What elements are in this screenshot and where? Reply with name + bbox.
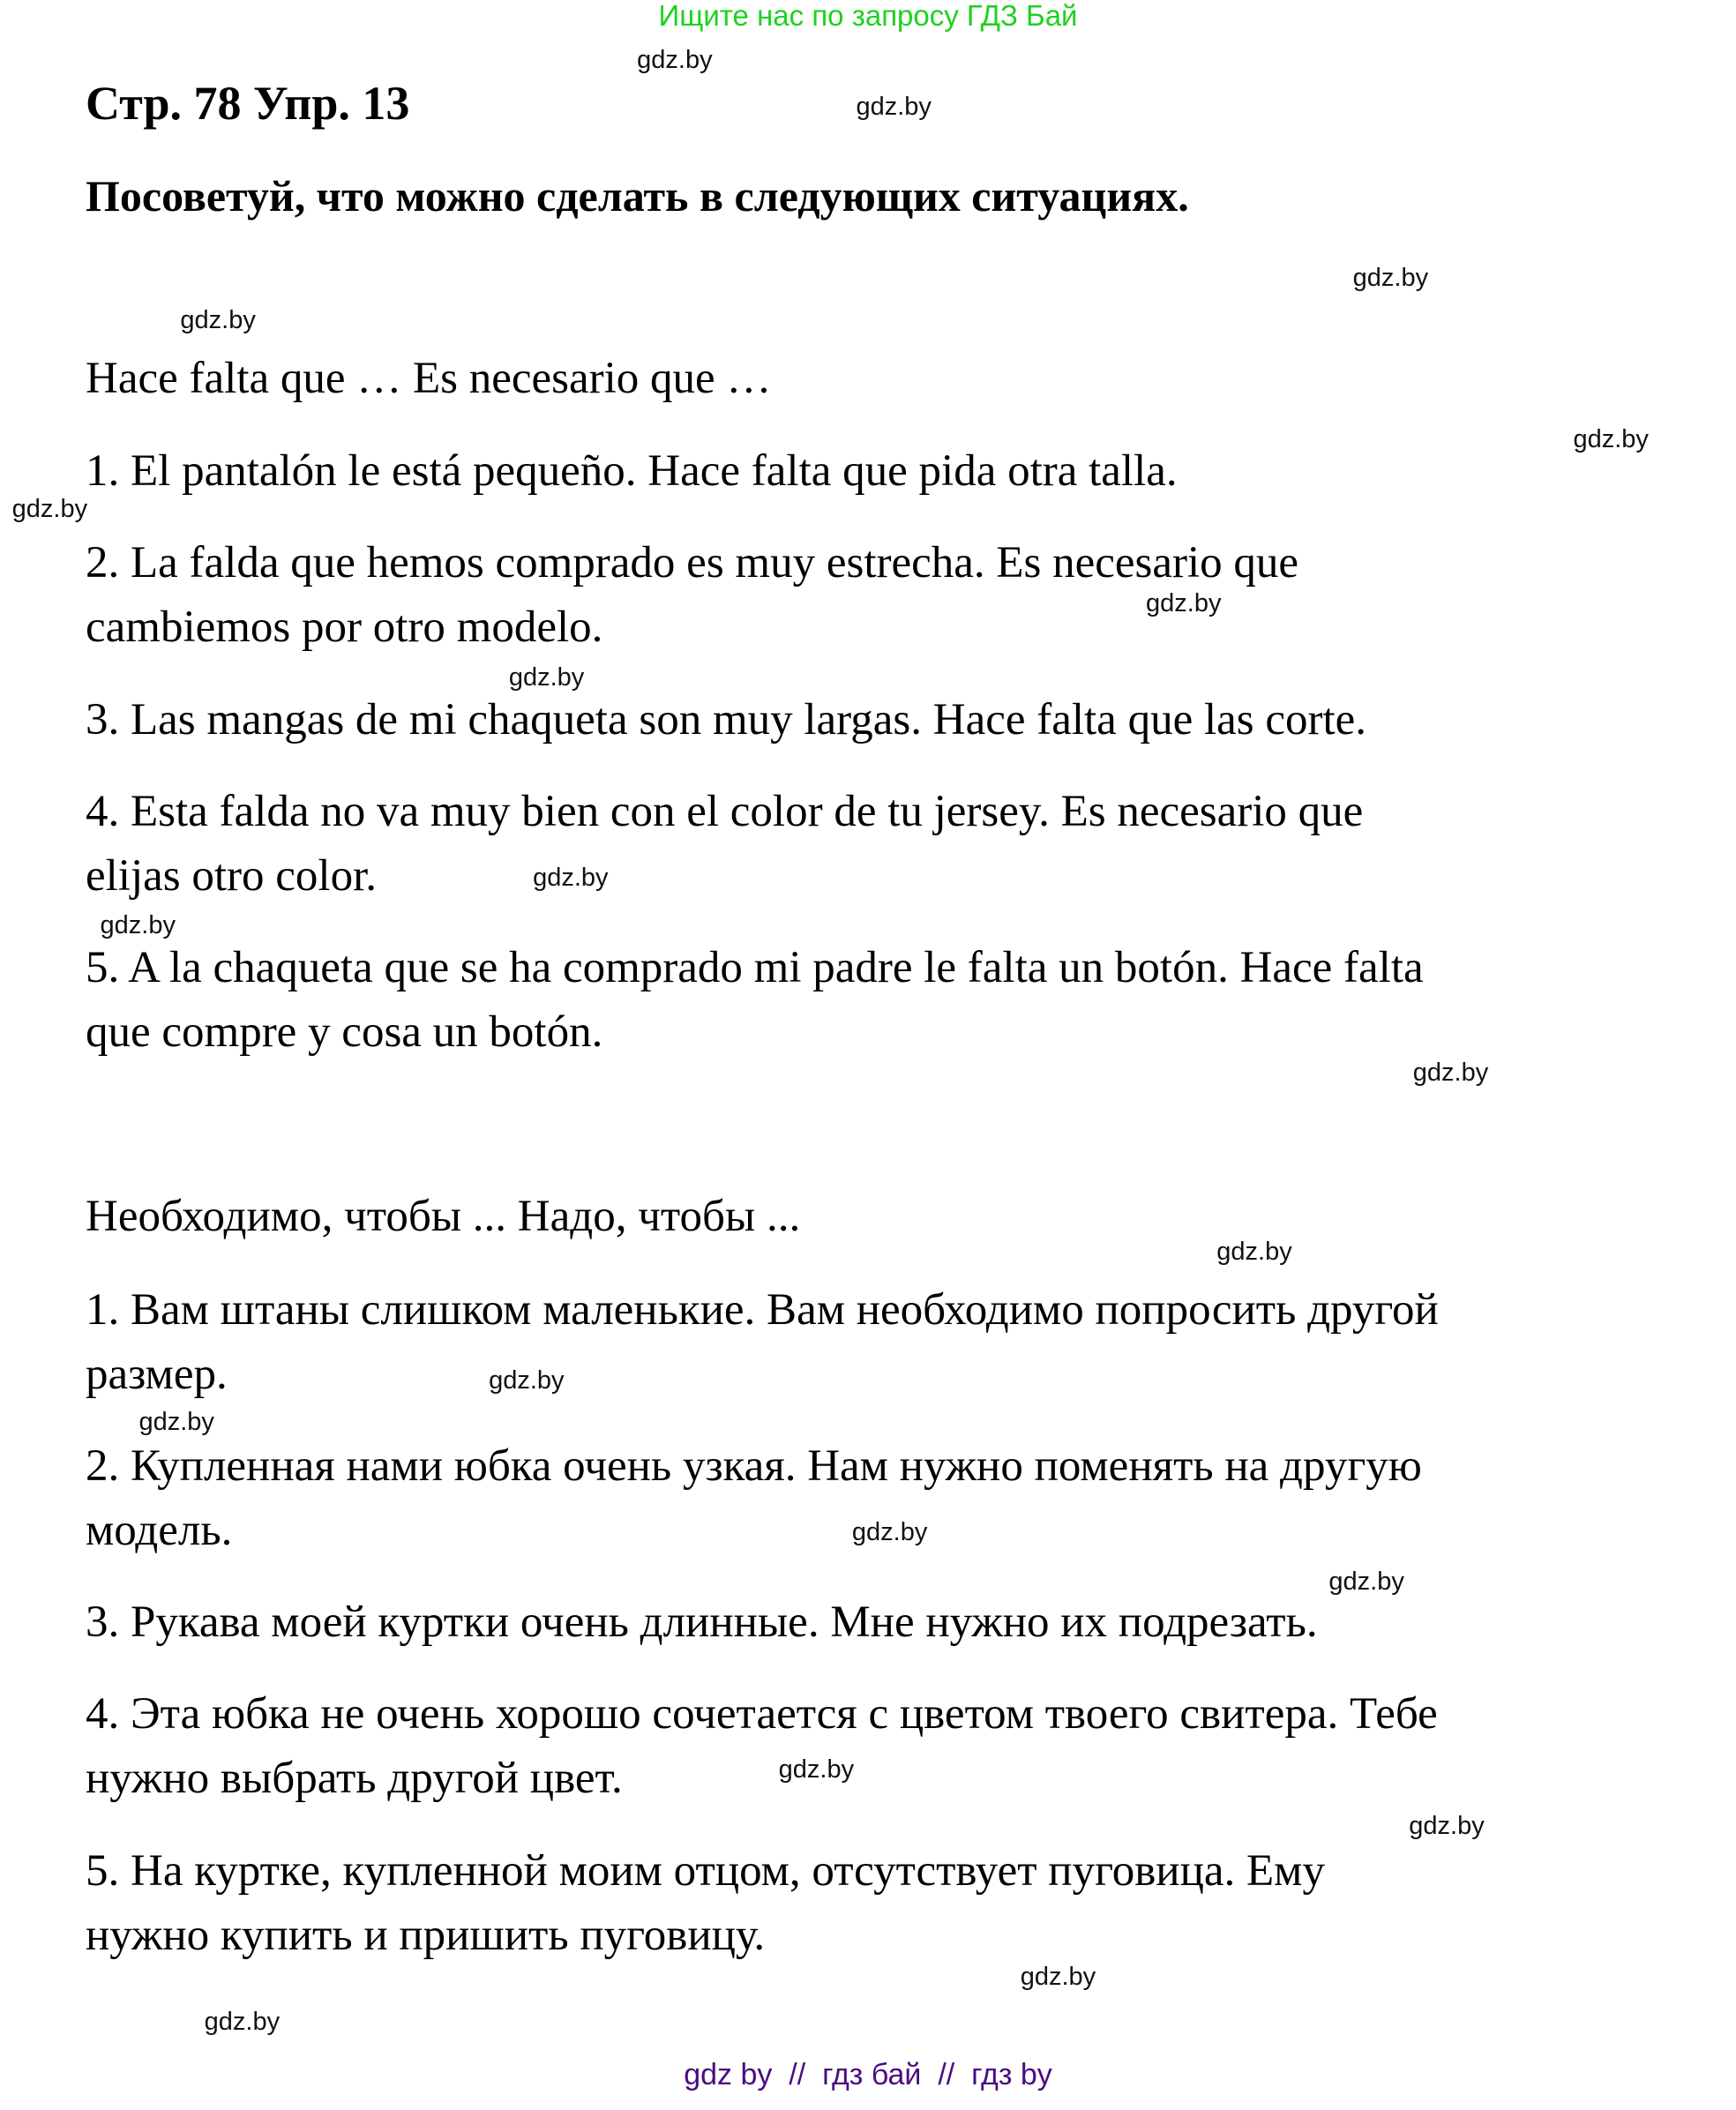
watermark-text: gdz.by (11, 494, 88, 523)
watermark-text: gdz.by (138, 1408, 214, 1437)
watermark-text: gdz.by (204, 2008, 281, 2037)
watermark-text: gdz.by (489, 1366, 565, 1395)
watermark-text: gdz.by (856, 93, 932, 122)
answer-line: elijas otro color. (86, 851, 378, 902)
answer-line: que compre y cosa un botón. (86, 1007, 603, 1058)
answer-line: 5. A la chaqueta que se ha comprado mi padre le falta un botón. Hace falta (86, 943, 1424, 993)
answer-line: 4. Эта юбка не очень хорошо сочетается с цветом твоего свитера. Тебе (86, 1689, 1438, 1740)
answer-line: 3. Las mangas de mi chaqueta son muy largas. Hace falta que las corte. (86, 694, 1367, 744)
answer-line: нужно выбрать другой цвет. (86, 1754, 623, 1804)
watermark-text: gdz.by (851, 1517, 928, 1546)
answer-line: 1. El pantalón le está pequeño. Hace falta que pida otra talla. (86, 445, 1178, 496)
watermark-text: gdz.by (1020, 1962, 1096, 1991)
task-heading: Посоветуй, что можно сделать в следующих ситуациях. (86, 171, 1189, 221)
watermark-text: gdz.by (778, 1755, 855, 1785)
search-banner: Ищите нас по запросу ГДЗ Бай (658, 0, 1078, 32)
answer-line: 2. Купленная нами юбка очень узкая. Нам нужно поменять на другую (86, 1440, 1422, 1491)
answer-line: 2. La falda que hemos comprado es muy estrecha. Es necesario que (86, 538, 1299, 588)
watermark-text: gdz.by (1409, 1811, 1485, 1840)
watermark-text: gdz.by (1328, 1567, 1404, 1596)
answer-line: 5. На куртке, купленной моим отцом, отсутствует пуговица. Ему (86, 1845, 1325, 1896)
watermark-text: gdz.by (1412, 1058, 1489, 1087)
footer-links: gdz by // гдз бай // гдз by (684, 2058, 1052, 2091)
answer-line: размер. (86, 1349, 228, 1399)
watermark-text: gdz.by (533, 863, 609, 892)
answer-line: 3. Рукава моей куртки очень длинные. Мне нужно их подрезать. (86, 1597, 1318, 1648)
watermark-text: gdz.by (1352, 263, 1429, 292)
watermark-text: gdz.by (637, 46, 713, 75)
section-prompt-line: Hace falta que … Es necesario que … (86, 354, 772, 404)
watermark-text: gdz.by (100, 911, 176, 940)
page-title: Стр. 78 Упр. 13 (86, 77, 410, 130)
answer-line: нужно купить и пришить пуговицу. (86, 1910, 766, 1960)
watermark-text: gdz.by (180, 306, 256, 335)
watermark-text: gdz.by (1573, 425, 1649, 454)
watermark-text: gdz.by (508, 662, 585, 692)
answer-line: модель. (86, 1505, 233, 1555)
answer-line: 4. Esta falda no va muy bien con el color de tu jersey. Es necesario que (86, 787, 1364, 837)
answer-line: cambiemos por otro modelo. (86, 602, 603, 653)
answer-line: 1. Вам штаны слишком маленькие. Вам необходимо попросить другой (86, 1284, 1439, 1335)
section-prompt-line: Необходимо, чтобы ... Надо, чтобы ... (86, 1191, 801, 1241)
watermark-text: gdz.by (1216, 1237, 1292, 1266)
watermark-text: gdz.by (1146, 589, 1222, 618)
